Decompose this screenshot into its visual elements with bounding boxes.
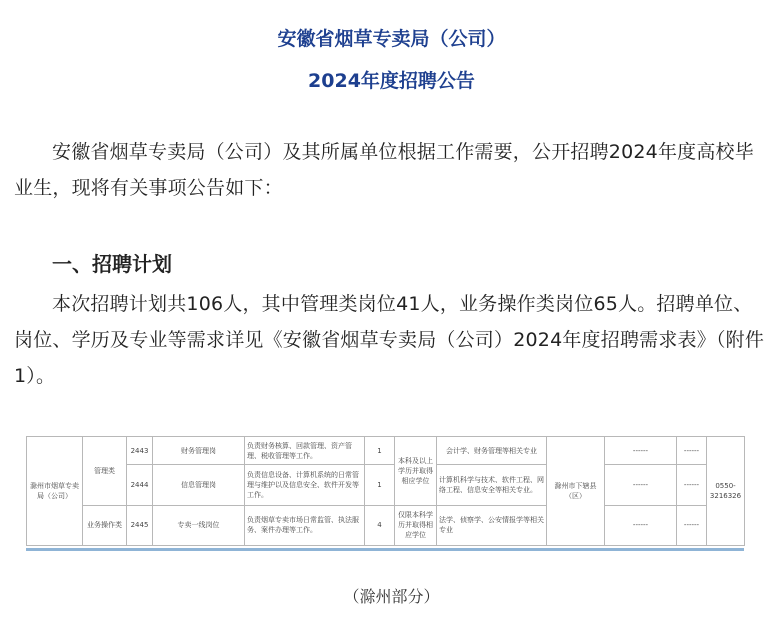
post-cell: 财务管理岗 [153,437,245,465]
category-cell: 管理类 [83,437,127,506]
dash-cell: ------ [677,437,707,465]
phone-cell: 0550-3216326 [707,437,745,546]
count-cell: 1 [365,465,395,505]
table-row [27,505,745,545]
duty-cell: 负责烟草专卖市场日常监管、执法服务、案件办理等工作。 [245,505,365,545]
dash-cell: ------ [605,505,677,545]
title-line-2: 2024年度招聘公告 [308,70,475,92]
title-line-1: 安徽省烟草专卖局（公司） [277,28,506,50]
code-cell: 2443 [127,437,153,465]
recruitment-table-image [26,436,744,551]
dash-cell: ------ [677,465,707,505]
major-cell: 法学、侦察学、公安情报学等相关专业 [437,505,547,545]
count-cell: 1 [365,437,395,465]
table-caption: （滁州部分） [343,587,440,606]
recruitment-table [26,436,745,546]
intro-paragraph: 安徽省烟草专卖局（公司）及其所属单位根据工作需要，公开招聘2024年度高校毕业生，现将有关事项公告如下： [14,141,754,199]
recruitment-plan-paragraph: 本次招聘计划共106人，其中管理类岗位41人，业务操作类岗位65人。招聘单位、岗位、学历及专业等需求详见《安徽省烟草专卖局（公司）2024年度招聘需求表》（附件1）。 [14,293,765,387]
major-cell: 计算机科学与技术、软件工程、网络工程、信息安全等相关专业。 [437,465,547,505]
education-cell: 本科及以上学历并取得相应学位 [395,437,437,506]
major-cell: 会计学、财务管理等相关专业 [437,437,547,465]
dash-cell: ------ [605,437,677,465]
category-cell: 业务操作类 [83,505,127,545]
unit-cell: 滁州市烟草专卖局（公司） [27,437,83,546]
duty-cell: 负责信息设备、计算机系统的日常管理与维护以及信息安全、软件开发等工作。 [245,465,365,505]
duty-cell: 负责财务核算、回款管理、资产管理、税收管理等工作。 [245,437,365,465]
dash-cell: ------ [677,505,707,545]
education-cell: 仅限本科学历并取得相应学位 [395,505,437,545]
code-cell: 2445 [127,505,153,545]
count-cell: 4 [365,505,395,545]
code-cell: 2444 [127,465,153,505]
dash-cell: ------ [605,465,677,505]
location-cell: 滁州市下辖县（区） [547,437,605,546]
table-row [27,437,745,465]
post-cell: 专卖一线岗位 [153,505,245,545]
section-heading-recruitment-plan: 一、招聘计划 [52,252,172,276]
table-row [27,465,745,505]
post-cell: 信息管理岗 [153,465,245,505]
